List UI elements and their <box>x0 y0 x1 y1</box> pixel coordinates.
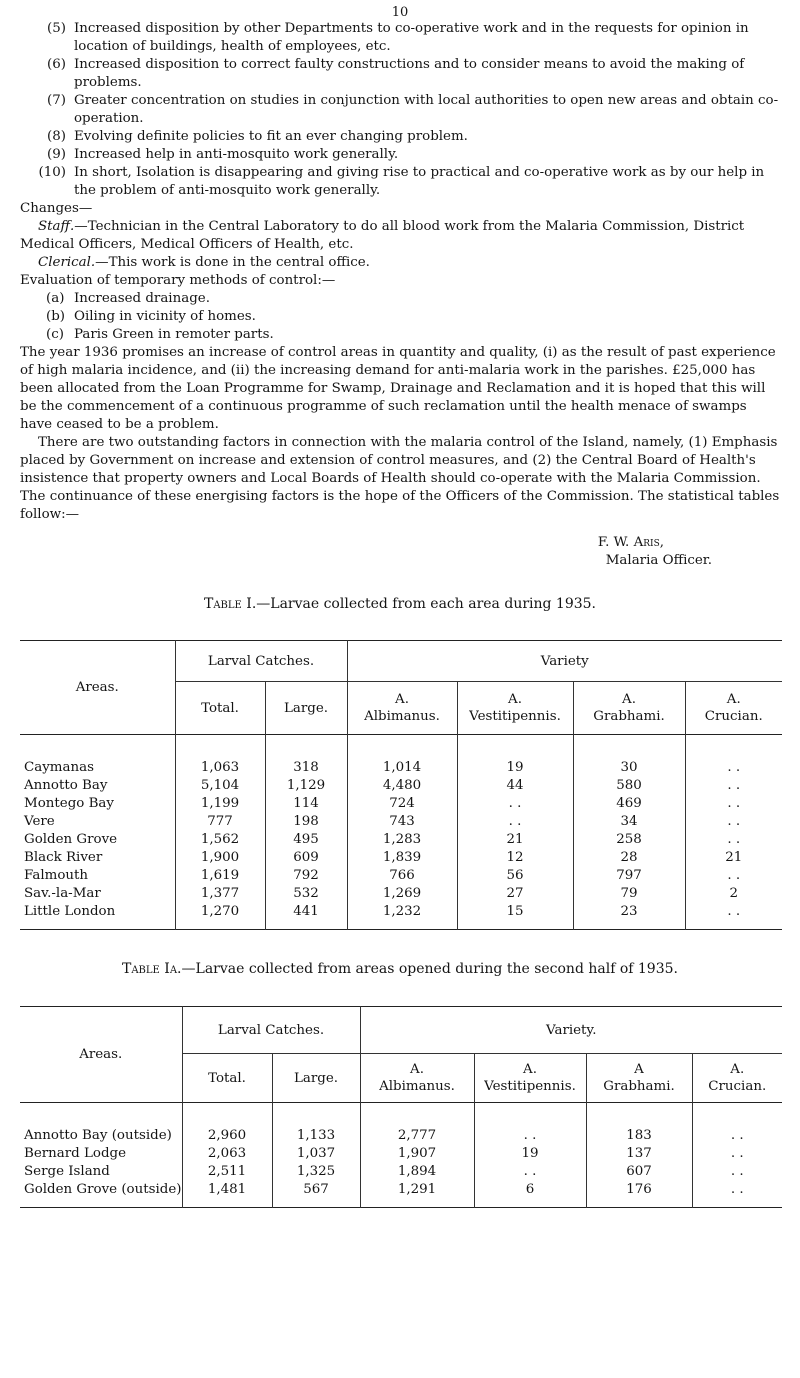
method-letter: (b) <box>46 309 66 324</box>
cell-large: 792 <box>265 867 347 885</box>
cell-albimanus: 724 <box>347 795 457 813</box>
header-crucian <box>692 1054 782 1103</box>
genus-label: A. <box>730 1062 745 1077</box>
signature-name: F. W. Aris, <box>597 535 664 550</box>
table-row <box>20 885 782 903</box>
table1a-caption-label: Table Ia. <box>122 961 182 977</box>
table-row <box>20 903 782 930</box>
cell-vestitipennis: 44 <box>457 777 573 795</box>
table1a-caption-text: —Larvae collected from areas opened during the second half of 1935. <box>181 961 678 977</box>
cell-large: 114 <box>265 795 347 813</box>
cell-albimanus: 1,291 <box>360 1181 474 1208</box>
species-label: Grabhami. <box>593 709 665 724</box>
item-number: (7) <box>47 93 66 108</box>
genus-label: A. <box>508 692 522 707</box>
cell-area: Golden Grove <box>24 832 118 847</box>
header-total: Total. <box>182 1054 272 1103</box>
cell-area: Little London <box>24 904 116 919</box>
cell-crucian: . . <box>692 1103 782 1146</box>
table1 <box>20 640 782 930</box>
cell-area: Vere <box>24 814 55 829</box>
cell-total: 777 <box>175 813 265 831</box>
cell-area: Annotto Bay (outside) <box>24 1128 172 1143</box>
cell-crucian: . . <box>692 1163 782 1181</box>
species-label: Grabhami. <box>603 1079 675 1094</box>
cell-albimanus: 1,839 <box>347 849 457 867</box>
cell-large: 1,129 <box>265 777 347 795</box>
method-item <box>20 326 780 344</box>
species-label: Vestitipennis. <box>484 1079 576 1094</box>
cell-total: 1,063 <box>175 735 265 778</box>
table1a-body <box>20 1103 782 1208</box>
cell-grabhami: 137 <box>586 1145 692 1163</box>
cell-total: 5,104 <box>175 777 265 795</box>
cell-vestitipennis: . . <box>474 1163 586 1181</box>
cell-large: 198 <box>265 813 347 831</box>
signature-title: Malaria Officer. <box>605 553 712 568</box>
report-body <box>20 20 780 570</box>
genus-label: A <box>634 1062 644 1077</box>
page-number: 10 <box>391 5 409 20</box>
header-variety: Variety <box>347 641 782 682</box>
cell-grabhami: 580 <box>573 777 685 795</box>
header-albimanus <box>360 1054 474 1103</box>
cell-area: Montego Bay <box>24 796 114 811</box>
header-vestitipennis <box>474 1054 586 1103</box>
cell-albimanus: 1,269 <box>347 885 457 903</box>
table-row <box>20 867 782 885</box>
cell-crucian: . . <box>685 903 782 930</box>
item-text: In short, Isolation is disappearing and giving rise to practical and co-operative work as by our help in the problem of anti-mosquito work generally. <box>74 165 765 198</box>
cell-crucian: . . <box>685 813 782 831</box>
table-row <box>20 1181 782 1208</box>
cell-large: 1,037 <box>272 1145 360 1163</box>
cell-large: 441 <box>265 903 347 930</box>
cell-grabhami: 797 <box>573 867 685 885</box>
table1a <box>20 1006 782 1208</box>
header-total: Total. <box>175 682 265 735</box>
list-item <box>20 164 780 200</box>
cell-area: Black River <box>24 850 103 865</box>
genus-label: A. <box>410 1062 424 1077</box>
method-item <box>20 308 780 326</box>
cell-grabhami: 28 <box>573 849 685 867</box>
item-text: Increased help in anti-mosquito work generally. <box>74 147 399 162</box>
genus-label: A. <box>395 692 409 707</box>
cell-crucian: 21 <box>685 849 782 867</box>
cell-total: 1,481 <box>182 1181 272 1208</box>
table-row <box>20 1145 782 1163</box>
method-item <box>20 290 780 308</box>
cell-vestitipennis: . . <box>457 813 573 831</box>
method-text: Paris Green in remoter parts. <box>74 327 274 342</box>
cell-area: Golden Grove (outside) <box>24 1182 182 1197</box>
cell-albimanus: 743 <box>347 813 457 831</box>
header-areas: Areas. <box>79 1047 123 1062</box>
header-crucian <box>685 682 782 735</box>
method-letter: (a) <box>46 291 65 306</box>
cell-crucian: . . <box>685 831 782 849</box>
item-text: Increased disposition to correct faulty constructions and to consider means to avoid the making of problems. <box>74 57 745 90</box>
cell-crucian: . . <box>685 735 782 778</box>
cell-grabhami: 23 <box>573 903 685 930</box>
cell-total: 2,511 <box>182 1163 272 1181</box>
changes-heading: Changes— <box>20 201 93 216</box>
item-text: Increased disposition by other Departments to co-operative work and in the requests for opinion in location of buildings, health of employees, etc. <box>74 21 749 54</box>
table-header-row <box>20 641 782 682</box>
cell-total: 1,562 <box>175 831 265 849</box>
cell-vestitipennis: 15 <box>457 903 573 930</box>
cell-albimanus: 4,480 <box>347 777 457 795</box>
item-number: (6) <box>47 57 66 72</box>
table-row <box>20 1163 782 1181</box>
cell-albimanus: 1,907 <box>360 1145 474 1163</box>
cell-area: Serge Island <box>24 1164 110 1179</box>
item-text: Evolving definite policies to fit an ever changing problem. <box>74 129 468 144</box>
table1-caption <box>0 595 800 613</box>
item-number: (9) <box>47 147 66 162</box>
list-item <box>20 92 780 128</box>
method-letter: (c) <box>46 327 64 342</box>
item-number: (10) <box>38 165 66 180</box>
cell-crucian: . . <box>685 777 782 795</box>
header-grabhami <box>573 682 685 735</box>
species-label: Vestitipennis. <box>469 709 561 724</box>
header-variety: Variety. <box>360 1007 782 1054</box>
table-row <box>20 795 782 813</box>
cell-albimanus: 1,894 <box>360 1163 474 1181</box>
cell-albimanus: 766 <box>347 867 457 885</box>
cell-vestitipennis: 21 <box>457 831 573 849</box>
method-text: Increased drainage. <box>74 291 210 306</box>
cell-large: 318 <box>265 735 347 778</box>
species-label: Crucian. <box>708 1079 767 1094</box>
item-number: (8) <box>47 129 66 144</box>
cell-area: Caymanas <box>24 760 94 775</box>
cell-albimanus: 1,232 <box>347 903 457 930</box>
cell-area: Annotto Bay <box>24 778 108 793</box>
species-label: Albimanus. <box>364 709 440 724</box>
header-vestitipennis <box>457 682 573 735</box>
header-albimanus <box>347 682 457 735</box>
cell-crucian: . . <box>692 1181 782 1208</box>
table-row <box>20 1103 782 1146</box>
item-text: Greater concentration on studies in conjunction with local authorities to open new areas and obtain co-operation. <box>74 93 779 126</box>
cell-crucian: 2 <box>685 885 782 903</box>
cell-grabhami: 469 <box>573 795 685 813</box>
clerical-text: —This work is done in the central office. <box>95 255 370 270</box>
table-row <box>20 813 782 831</box>
header-larval-catches: Larval Catches. <box>175 641 347 682</box>
cell-large: 567 <box>272 1181 360 1208</box>
cell-grabhami: 79 <box>573 885 685 903</box>
cell-large: 1,133 <box>272 1103 360 1146</box>
cell-vestitipennis: . . <box>474 1103 586 1146</box>
list-item <box>20 146 780 164</box>
cell-albimanus: 1,283 <box>347 831 457 849</box>
cell-crucian: . . <box>685 867 782 885</box>
cell-total: 1,900 <box>175 849 265 867</box>
table1-caption-text: —Larvae collected from each area during 1935. <box>256 596 597 612</box>
cell-grabhami: 34 <box>573 813 685 831</box>
method-text: Oiling in vicinity of homes. <box>74 309 256 324</box>
species-label: Albimanus. <box>379 1079 455 1094</box>
staff-label: Staff. <box>38 219 75 234</box>
cell-large: 532 <box>265 885 347 903</box>
cell-grabhami: 258 <box>573 831 685 849</box>
paragraph-1936: The year 1936 promises an increase of control areas in quantity and quality, (i) as the result of past experience of high malaria incidence, and (ii) the increasing demand for anti-malaria work in the parishes. £25,000 has been allocated from the Loan Programme for Swamp, Drainage and Reclamation and it is hoped that this will be the commencement of a continuous programme of such reclamation until the health menace of swamps have ceased to be a problem. <box>20 345 776 432</box>
cell-large: 1,325 <box>272 1163 360 1181</box>
genus-label: A. <box>622 692 636 707</box>
cell-vestitipennis: 19 <box>457 735 573 778</box>
table-row <box>20 735 782 778</box>
cell-area: Falmouth <box>24 868 89 883</box>
paragraph-factors: There are two outstanding factors in connection with the malaria control of the Island, namely, (1) Emphasis placed by Government on increase and extension of control measures, and (2) the Central Board of Health's insistence that property owners and Local Boards of Health should co-operate with the Malaria Commission. The continuance of these energising factors is the hope of the Officers of the Commission. The statistical tables follow:— <box>20 435 780 522</box>
cell-large: 609 <box>265 849 347 867</box>
table-row <box>20 849 782 867</box>
header-large: Large. <box>265 682 347 735</box>
cell-area: Bernard Lodge <box>24 1146 127 1161</box>
cell-total: 2,063 <box>182 1145 272 1163</box>
cell-vestitipennis: 12 <box>457 849 573 867</box>
staff-paragraph <box>20 218 780 254</box>
table-header-row <box>20 1007 782 1054</box>
staff-text: —Technician in the Central Laboratory to do all blood work from the Malaria Commission, District Medical Officers, Medical Officers of Health, etc. <box>20 219 745 252</box>
table-row <box>20 777 782 795</box>
list-item <box>20 128 780 146</box>
clerical-label: Clerical. <box>38 255 96 270</box>
species-label: Crucian. <box>704 709 763 724</box>
table1-caption-label: Table I. <box>203 596 257 612</box>
cell-grabhami: 30 <box>573 735 685 778</box>
header-grabhami <box>586 1054 692 1103</box>
cell-grabhami: 183 <box>586 1103 692 1146</box>
header-areas: Areas. <box>75 680 119 695</box>
item-number: (5) <box>47 21 66 36</box>
cell-total: 1,377 <box>175 885 265 903</box>
list-item <box>20 20 780 56</box>
genus-label: A. <box>523 1062 537 1077</box>
genus-label: A. <box>726 692 741 707</box>
cell-albimanus: 2,777 <box>360 1103 474 1146</box>
cell-vestitipennis: 19 <box>474 1145 586 1163</box>
cell-albimanus: 1,014 <box>347 735 457 778</box>
cell-grabhami: 176 <box>586 1181 692 1208</box>
cell-grabhami: 607 <box>586 1163 692 1181</box>
list-item <box>20 56 780 92</box>
table1-body <box>20 735 782 930</box>
cell-large: 495 <box>265 831 347 849</box>
clerical-paragraph <box>20 254 780 272</box>
cell-total: 2,960 <box>182 1103 272 1146</box>
cell-total: 1,199 <box>175 795 265 813</box>
cell-vestitipennis: . . <box>457 795 573 813</box>
cell-crucian: . . <box>685 795 782 813</box>
cell-area: Sav.-la-Mar <box>24 886 101 901</box>
header-larval-catches: Larval Catches. <box>182 1007 360 1054</box>
table-row <box>20 831 782 849</box>
cell-total: 1,619 <box>175 867 265 885</box>
table1a-caption <box>0 960 800 978</box>
signature-block <box>20 534 780 570</box>
evaluation-heading: Evaluation of temporary methods of control:— <box>20 273 336 288</box>
cell-vestitipennis: 27 <box>457 885 573 903</box>
cell-crucian: . . <box>692 1145 782 1163</box>
header-large: Large. <box>272 1054 360 1103</box>
cell-vestitipennis: 56 <box>457 867 573 885</box>
cell-vestitipennis: 6 <box>474 1181 586 1208</box>
cell-total: 1,270 <box>175 903 265 930</box>
